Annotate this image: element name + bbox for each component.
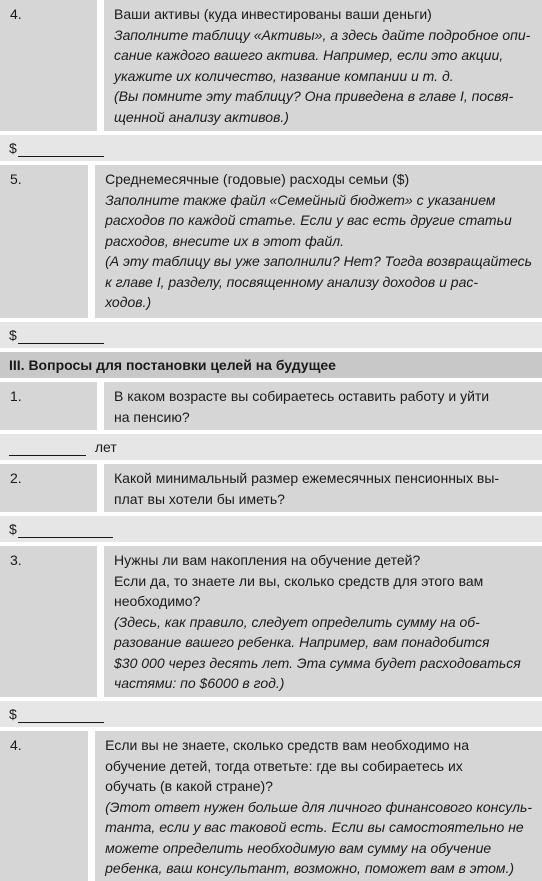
- note-line: ходов.): [105, 294, 152, 310]
- question-text: [104, 546, 542, 697]
- question-text: [104, 0, 542, 131]
- question-number: 5.: [0, 165, 88, 318]
- question-text: [95, 165, 542, 318]
- answer-blank-line[interactable]: [9, 440, 86, 456]
- instruction-line: сание каждого вашего актива. Например, если это акции,: [114, 47, 504, 63]
- answer-blank-line[interactable]: [18, 328, 104, 344]
- answer-field-assets[interactable]: [0, 135, 542, 161]
- question-row-assets: [0, 0, 542, 131]
- instruction-line: Заполните таблицу «Активы», а здесь дайте подробное опи-: [114, 26, 531, 43]
- question-row-expenses: [0, 165, 542, 318]
- answer-field-retirement-age[interactable]: [0, 434, 542, 460]
- question-text: [104, 464, 542, 512]
- question-line: обучать (в какой стране)?: [105, 778, 273, 794]
- question-row-education-savings: [0, 546, 542, 697]
- note-line: можете определить необходимую вам сумму на обучение: [105, 839, 492, 856]
- answer-field-expenses[interactable]: [0, 322, 542, 348]
- question-title: Среднемесячные (годовые) расходы семьи ($): [105, 171, 410, 187]
- section-header: III. Вопросы для постановки целей на будущее: [0, 352, 542, 378]
- question-line: Если да, то знаете ли вы, сколько средств для этого вам: [114, 572, 484, 589]
- question-row-retirement-age: [0, 382, 542, 430]
- note-line: (Этот ответ нужен больше для личного финансового консуль-: [105, 798, 532, 815]
- note-line: (Вы помните эту таблицу? Она приведена в главе I, посвя-: [114, 88, 514, 104]
- answer-blank-line[interactable]: [18, 141, 104, 157]
- answer-field-education-savings[interactable]: [0, 701, 542, 727]
- instruction-line: расходов по каждой статье. Если у вас есть другие статьи: [105, 212, 512, 228]
- unit-suffix: лет: [94, 439, 117, 455]
- question-text: [104, 382, 542, 430]
- question-line: плат вы хотели бы иметь?: [114, 490, 285, 507]
- answer-blank-line[interactable]: [18, 707, 104, 723]
- instruction-line: расходов, внесите их в этот файл.: [105, 232, 345, 249]
- note-line: танта, если у вас таковой есть. Если вы самостоятельно не: [105, 819, 524, 835]
- question-line: В каком возрасте вы собираетесь оставить работу и уйти: [114, 388, 490, 404]
- answer-field-pension-amount[interactable]: [0, 516, 542, 542]
- question-line: Если вы не знаете, сколько средств вам необходимо на: [105, 737, 469, 753]
- answer-blank-line[interactable]: [18, 522, 113, 538]
- note-line: к главе I, разделу, посвященному анализу доходов и рас-: [105, 273, 479, 290]
- question-line: на пенсию?: [114, 408, 190, 425]
- note-line: (А эту таблицу вы уже заполнили? Нет? Тогда возвращайтесь: [105, 253, 532, 269]
- note-line: разование вашего ребенка. Например, вам понадобится: [114, 634, 490, 650]
- instruction-line: Заполните также файл «Семейный бюджет» с указанием: [105, 191, 496, 208]
- question-line: Какой минимальный размер ежемесячных пенсионных вы-: [114, 470, 500, 486]
- question-number: 4.: [0, 0, 97, 131]
- question-line: обучение детей, тогда ответьте: где вы собираетесь их: [105, 757, 463, 774]
- question-number: 1.: [0, 382, 97, 430]
- currency-prefix: $: [9, 706, 17, 722]
- question-number: 4.: [0, 731, 88, 881]
- question-line: необходимо?: [114, 593, 201, 609]
- question-title: Ваши активы (куда инвестированы ваши деньги): [114, 6, 432, 22]
- question-row-pension-amount: [0, 464, 542, 512]
- note-line: щенной анализу активов.): [114, 108, 289, 125]
- currency-prefix: $: [9, 327, 17, 343]
- note-line: ребенка, ваш консультант, возможно, поможет вам в этом.): [105, 860, 515, 876]
- question-number: 2.: [0, 464, 97, 512]
- instruction-line: укажите их количество, название компании и т. д.: [114, 67, 454, 84]
- question-line: Нужны ли вам накопления на обучение детей?: [114, 552, 421, 568]
- note-line: $30 000 через десять лет. Эта сумма будет расходоваться: [114, 654, 521, 671]
- question-number: 3.: [0, 546, 97, 697]
- currency-prefix: $: [9, 140, 17, 156]
- question-text: [95, 731, 542, 881]
- currency-prefix: $: [9, 521, 17, 537]
- question-row-study-country: [0, 731, 542, 881]
- note-line: частями: по $6000 в год.): [114, 675, 285, 691]
- note-line: (Здесь, как правило, следует определить сумму на об-: [114, 613, 480, 630]
